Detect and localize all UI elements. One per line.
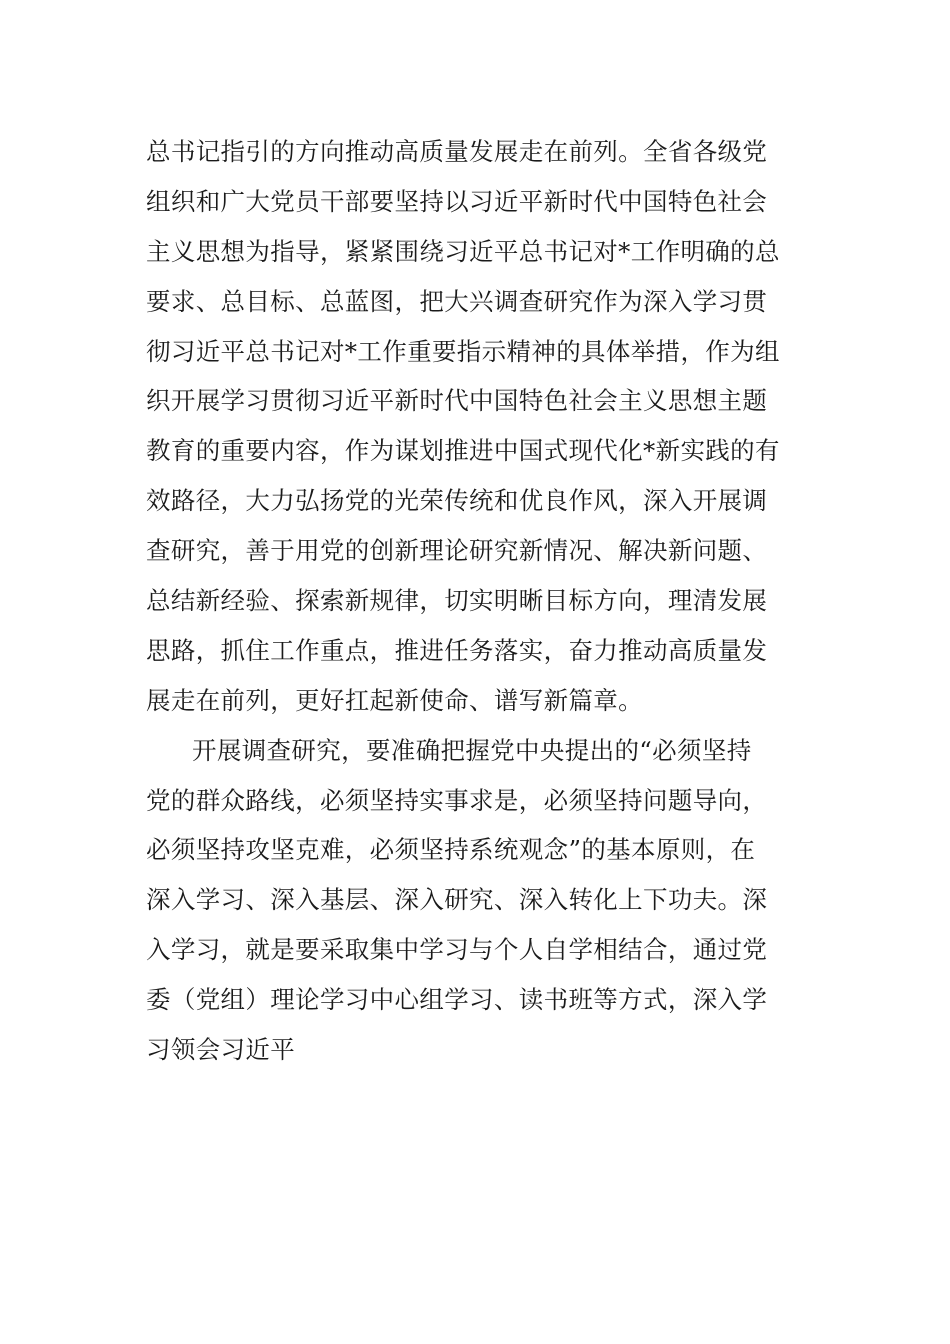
text-line: 深入学习、深入基层、深入研究、深入转化上下功夫。深 [146,885,768,915]
text-line: 织开展学习贯彻习近平新时代中国特色社会主义思想主题 [146,386,768,416]
text-line: 开展调查研究，要准确把握党中央提出的“必须坚持 [192,735,752,765]
body-text [146,127,806,1075]
text-line: 教育的重要内容，作为谋划推进中国式现代化*新实践的有 [146,436,780,466]
paragraph-2 [146,726,806,1075]
text-line: 彻习近平总书记对*工作重要指示精神的具体举措，作为组 [146,336,780,366]
paragraph-1 [146,127,806,726]
text-line: 委（党组）理论学习中心组学习、读书班等方式，深入学 [146,985,768,1015]
text-line: 总结新经验、探索新规律，切实明晰目标方向，理清发展 [146,586,768,616]
text-line: 思路，抓住工作重点，推进任务落实，奋力推动高质量发 [146,635,768,665]
text-line: 要求、总目标、总蓝图，把大兴调查研究作为深入学习贯 [146,286,768,316]
text-line: 必须坚持攻坚克难，必须坚持系统观念”的基本原则，在 [146,835,756,865]
text-line: 入学习，就是要采取集中学习与个人自学相结合，通过党 [146,935,768,965]
text-line: 组织和广大党员干部要坚持以习近平新时代中国特色社会 [146,186,768,216]
text-line: 效路径，大力弘扬党的光荣传统和优良作风，深入开展调 [146,486,768,516]
text-line: 总书记指引的方向推动高质量发展走在前列。全省各级党 [146,137,768,166]
text-line: 展走在前列，更好扛起新使命、谱写新篇章。 [146,685,643,715]
text-line: 主义思想为指导，紧紧围绕习近平总书记对*工作明确的总 [146,236,780,266]
text-line: 党的群众路线，必须坚持实事求是，必须坚持问题导向， [146,785,768,815]
text-line: 查研究，善于用党的创新理论研究新情况、解决新问题、 [146,536,768,566]
text-line: 习领会习近平 [146,1035,296,1065]
